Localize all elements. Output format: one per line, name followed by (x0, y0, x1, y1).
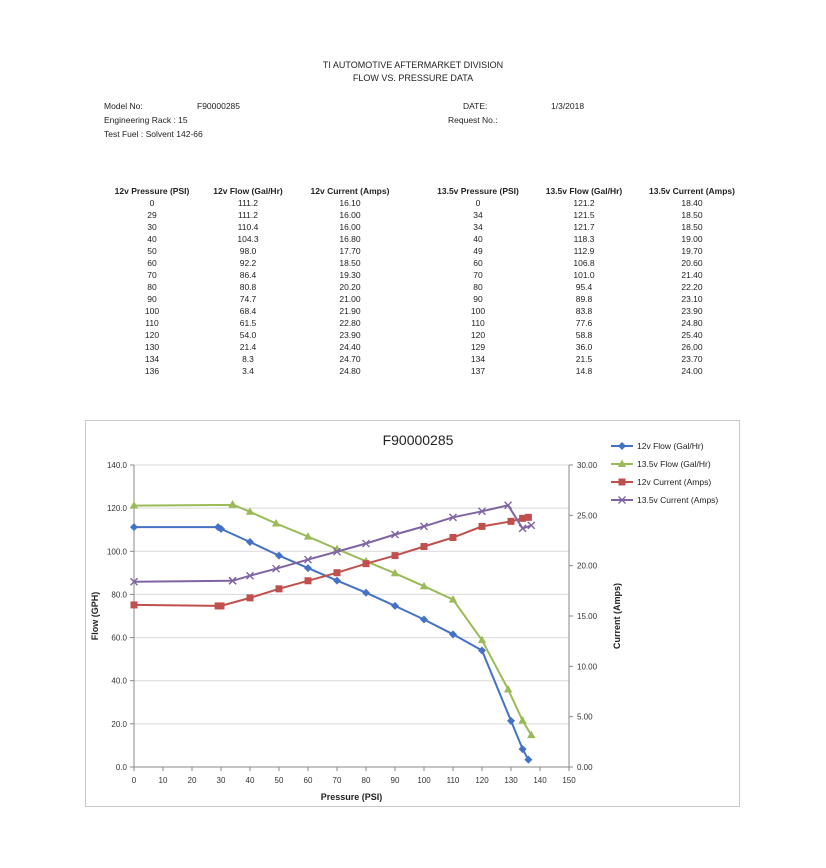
table-cell: 21.40 (681, 270, 703, 280)
table-row (104, 233, 404, 245)
data-point (525, 514, 532, 521)
table-cell: 80 (147, 282, 157, 292)
table-header-row (424, 184, 748, 197)
table-cell: 90 (473, 294, 483, 304)
table-cell: 21.90 (339, 306, 361, 316)
table-cell: 80.8 (239, 282, 257, 292)
table-cell: 61.5 (239, 318, 257, 328)
table-cell: 121.7 (573, 222, 595, 232)
data-point (130, 523, 138, 531)
table-cell: 24.40 (339, 342, 361, 352)
table-row (104, 305, 404, 317)
data-point (518, 716, 526, 724)
table-cell: 24.80 (681, 318, 703, 328)
data-point (275, 552, 283, 560)
chart-title: F90000285 (382, 432, 454, 448)
table-cell: 17.70 (339, 246, 361, 256)
table-row (424, 341, 748, 353)
table-row (424, 305, 748, 317)
table-cell: 101.0 (573, 270, 595, 280)
table-row (424, 233, 748, 245)
col-header: 13.5v Flow (Gal/Hr) (545, 185, 623, 196)
table-row (104, 197, 404, 209)
col-header: 12v Flow (Gal/Hr) (213, 185, 283, 196)
table-row (104, 209, 404, 221)
x-axis-title: Pressure (PSI) (320, 792, 383, 802)
data-point (420, 615, 428, 623)
report-title: TI AUTOMOTIVE AFTERMARKET DIVISION (322, 60, 504, 70)
data-point (391, 602, 399, 610)
table-row (424, 329, 748, 341)
table-cell: 20.20 (339, 282, 361, 292)
y-tick-label: 80.0 (111, 590, 127, 600)
table-cell: 20.60 (681, 258, 703, 268)
data-point (305, 577, 312, 584)
table-cell: 49 (473, 246, 483, 256)
table-cell: 18.50 (681, 222, 703, 232)
table-row (424, 353, 748, 365)
table-cell: 0 (475, 198, 481, 208)
table-cell: 92.2 (239, 258, 257, 268)
table-cell: 14.8 (575, 366, 593, 376)
chart-container (85, 420, 740, 807)
data-point (333, 577, 341, 585)
x-tick-label: 150 (562, 776, 576, 785)
table-cell: 121.2 (573, 198, 595, 208)
table-cell: 34 (473, 222, 483, 232)
data-point (450, 534, 457, 541)
table-row (104, 221, 404, 233)
table-cell: 110.4 (237, 222, 259, 232)
data-point (304, 564, 312, 572)
legend-label: 13.5v Current (Amps) (637, 495, 719, 505)
table-row (104, 329, 404, 341)
x-tick-label: 100 (417, 776, 431, 785)
y2-tick-label: 15.00 (577, 612, 598, 621)
table-row (424, 281, 748, 293)
table-cell: 21.5 (575, 354, 593, 364)
table-cell: 40 (473, 234, 483, 244)
table-12v (104, 184, 404, 377)
table-row (424, 221, 748, 233)
x-tick-label: 80 (361, 776, 371, 785)
date-label: DATE: (463, 101, 488, 111)
table-cell: 137 (470, 366, 486, 376)
data-point (228, 500, 236, 508)
x-tick-label: 30 (216, 776, 226, 785)
table-cell: 26.00 (681, 342, 703, 352)
table-cell: 24.80 (339, 366, 361, 376)
table-cell: 24.70 (339, 354, 361, 364)
legend-label: 12v Current (Amps) (637, 477, 712, 487)
table-cell: 16.10 (339, 198, 361, 208)
y2-tick-label: 30.00 (577, 461, 598, 470)
legend-marker (619, 479, 626, 486)
legend-marker (618, 442, 626, 450)
data-point (334, 569, 341, 576)
series-line (134, 505, 531, 582)
col-header: 13.5v Current (Amps) (649, 185, 735, 196)
y-tick-label: 40.0 (111, 676, 127, 686)
data-point (524, 756, 532, 764)
y-tick-label: 60.0 (111, 633, 127, 643)
table-row (104, 365, 404, 377)
table-cell: 68.4 (239, 306, 257, 316)
model-label: Model No: (104, 101, 143, 111)
table-cell: 19.70 (681, 246, 703, 256)
table-header-row (104, 184, 404, 197)
table-cell: 100 (144, 306, 160, 316)
table-cell: 23.10 (681, 294, 703, 304)
table-cell: 120 (144, 330, 160, 340)
table-cell: 54.0 (239, 330, 257, 340)
data-point (504, 685, 512, 693)
table-cell: 129 (470, 342, 486, 352)
data-point (276, 585, 283, 592)
col-header: 12v Current (Amps) (310, 185, 390, 196)
legend-label: 12v Flow (Gal/Hr) (637, 441, 704, 451)
data-point (247, 594, 254, 601)
data-point (392, 552, 399, 559)
y2-tick-label: 20.00 (577, 561, 598, 571)
table-row (424, 293, 748, 305)
y-axis-title: Flow (GPH) (90, 591, 100, 641)
table-cell: 136 (144, 366, 160, 376)
engineering-rack: Engineering Rack : 15 (104, 115, 188, 125)
table-cell: 18.50 (339, 258, 361, 268)
y2-tick-label: 5.00 (577, 712, 593, 722)
table-cell: 86.4 (239, 270, 257, 280)
y-tick-label: 0.0 (115, 763, 127, 772)
x-tick-label: 40 (245, 776, 255, 785)
series-line (134, 505, 531, 736)
table-cell: 77.6 (575, 318, 593, 328)
table-cell: 18.40 (681, 198, 703, 208)
table-cell: 25.40 (681, 330, 703, 340)
data-point (421, 543, 428, 550)
y2-tick-label: 25.00 (577, 511, 598, 521)
table-row (424, 209, 748, 221)
table-cell: 110 (145, 318, 159, 328)
table-cell: 120 (470, 330, 486, 340)
table-cell: 22.20 (681, 282, 703, 292)
data-point (218, 602, 225, 609)
x-tick-label: 0 (131, 776, 137, 785)
y-tick-label: 120.0 (106, 504, 127, 514)
data-point (479, 523, 486, 530)
y-tick-label: 100.0 (106, 547, 127, 557)
table-cell: 121.5 (573, 210, 595, 220)
request-label: Request No.: (448, 115, 498, 125)
table-cell: 0 (149, 198, 155, 208)
data-point (519, 745, 527, 753)
x-tick-label: 10 (158, 776, 168, 785)
table-cell: 29 (147, 210, 157, 220)
table-cell: 70 (473, 270, 483, 280)
x-tick-label: 110 (446, 776, 460, 785)
table-cell: 83.8 (575, 306, 593, 316)
x-tick-label: 120 (475, 776, 489, 785)
table-cell: 34 (473, 210, 483, 220)
x-tick-label: 60 (303, 776, 313, 785)
test-fuel: Test Fuel : Solvent 142-66 (104, 129, 203, 139)
table-cell: 16.80 (339, 234, 361, 244)
table-row (424, 269, 748, 281)
table-row (104, 281, 404, 293)
data-point (362, 589, 370, 597)
table-cell: 3.4 (242, 366, 254, 376)
table-cell: 111.2 (237, 210, 258, 220)
table-cell: 118.3 (573, 234, 595, 244)
col-header: 13.5v Pressure (PSI) (437, 185, 519, 196)
table-cell: 106.8 (573, 258, 595, 268)
x-tick-label: 50 (274, 776, 284, 785)
table-cell: 16.00 (339, 222, 361, 232)
table-cell: 74.7 (239, 294, 257, 304)
data-point (508, 518, 515, 525)
table-cell: 8.3 (242, 354, 254, 364)
table-cell: 60 (473, 258, 483, 268)
table-cell: 90 (147, 294, 157, 304)
series-line (134, 517, 528, 606)
table-cell: 22.80 (339, 318, 361, 328)
table-row (424, 365, 748, 377)
x-tick-label: 20 (187, 776, 197, 785)
table-cell: 134 (144, 354, 160, 364)
table-cell: 40 (147, 234, 157, 244)
table-row (104, 353, 404, 365)
table-cell: 23.90 (339, 330, 361, 340)
x-tick-label: 140 (533, 776, 547, 785)
table-cell: 112.9 (573, 246, 595, 256)
model-value: F90000285 (197, 101, 241, 111)
table-row (424, 257, 748, 269)
y2-axis-title: Current (Amps) (612, 582, 622, 650)
table-cell: 100 (470, 306, 486, 316)
table-row (104, 341, 404, 353)
table-cell: 36.0 (575, 342, 593, 352)
col-header: 12v Pressure (PSI) (114, 185, 190, 196)
date-value: 1/3/2018 (551, 101, 585, 111)
table-cell: 21.4 (239, 342, 257, 352)
x-tick-label: 70 (332, 776, 342, 785)
table-row (424, 317, 748, 329)
table-cell: 18.50 (681, 210, 703, 220)
table-cell: 58.8 (575, 330, 593, 340)
table-cell: 134 (470, 354, 486, 364)
table-cell: 23.70 (681, 354, 703, 364)
data-point (246, 538, 254, 546)
table-cell: 30 (147, 222, 157, 232)
table-cell: 19.30 (339, 270, 361, 280)
table-cell: 24.00 (681, 366, 703, 376)
table-cell: 19.00 (681, 234, 703, 244)
table-cell: 98.0 (239, 246, 257, 256)
report-subtitle: FLOW VS. PRESSURE DATA (352, 73, 474, 83)
table-cell: 110 (471, 318, 485, 328)
table-cell: 130 (144, 342, 160, 352)
table-13-5v (424, 184, 748, 377)
y-tick-label: 140.0 (106, 461, 127, 470)
data-point (131, 601, 138, 608)
table-cell: 111.2 (237, 198, 258, 208)
table-cell: 95.4 (575, 282, 593, 292)
table-row (104, 245, 404, 257)
table-row (104, 293, 404, 305)
table-cell: 21.00 (339, 294, 361, 304)
data-point (478, 647, 486, 655)
table-row (104, 257, 404, 269)
y-tick-label: 20.0 (111, 719, 127, 729)
table-cell: 16.00 (339, 210, 361, 220)
x-tick-label: 90 (390, 776, 400, 785)
table-row (104, 269, 404, 281)
table-row (424, 245, 748, 257)
y2-tick-label: 10.00 (577, 662, 598, 672)
table-cell: 60 (147, 258, 157, 268)
table-cell: 23.90 (681, 306, 703, 316)
data-point (363, 560, 370, 567)
table-row (104, 317, 404, 329)
table-row (424, 197, 748, 209)
table-cell: 50 (147, 246, 157, 256)
legend-label: 13.5v Flow (Gal/Hr) (637, 459, 711, 469)
x-tick-label: 130 (504, 776, 518, 785)
table-cell: 80 (473, 282, 483, 292)
series-line (134, 527, 528, 760)
flow-pressure-chart (86, 421, 741, 808)
y2-tick-label: 0.00 (577, 763, 593, 772)
table-cell: 104.3 (237, 234, 259, 244)
table-cell: 70 (147, 270, 157, 280)
table-cell: 89.8 (575, 294, 593, 304)
